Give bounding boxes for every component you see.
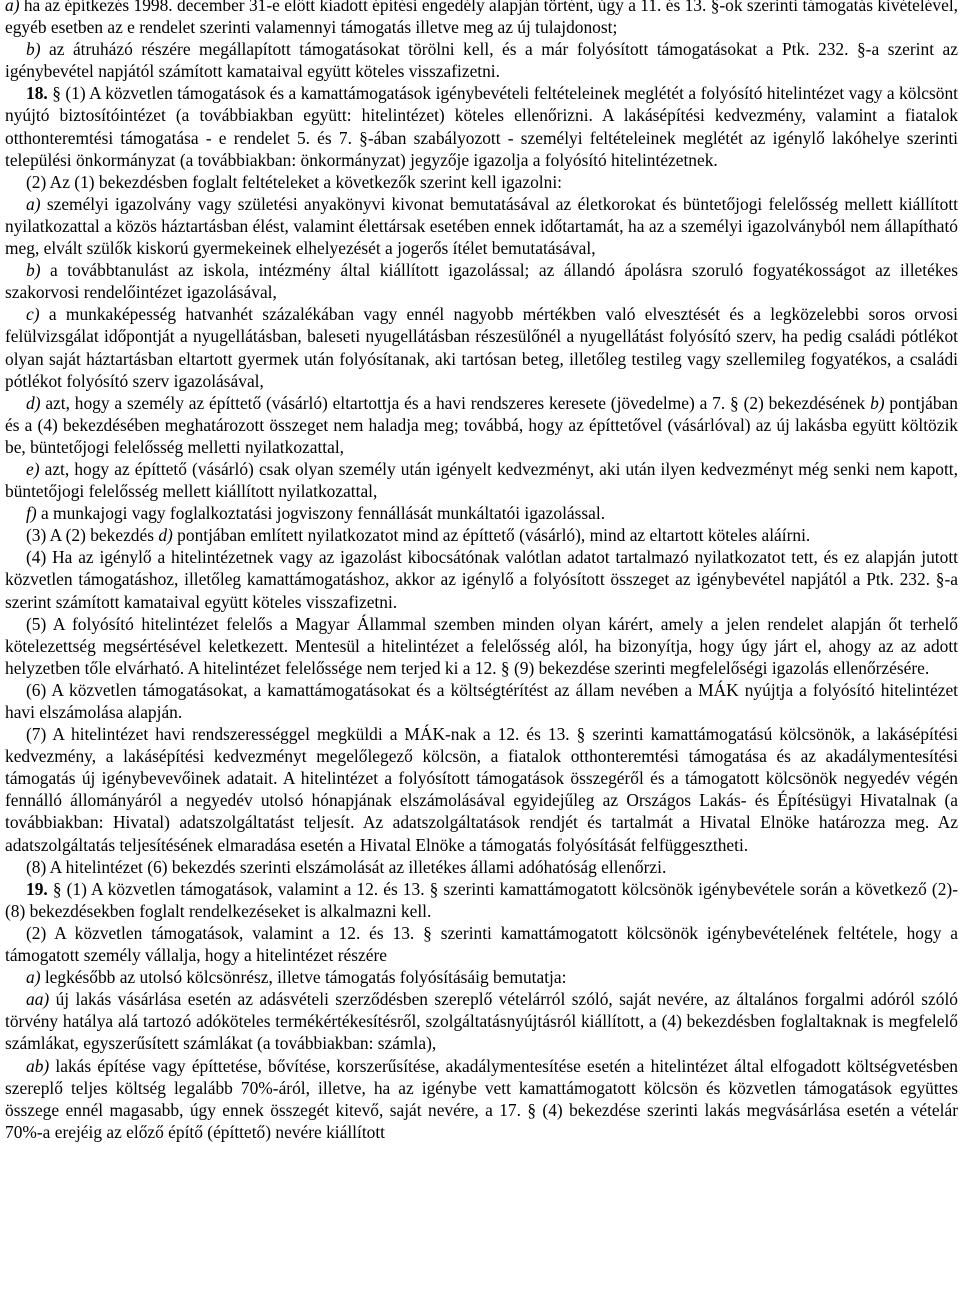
paragraph-text: lakás építése vagy építtetése, bővítése, korszerűsítése, akadálymentesítése esetén a hitelintézet által elfogadott költségvetésben szereplő teljes költség legalább 70%-áról, illetve, ha az igénybe vett kamattámogatott kölcsön és közvetlen támogatások együttes összege ennél magasabb, úgy ennek összegét kitevő, saját nevére, a 17. § (4) bekezdése szerinti lakás megvásárlása esetén a vételár 70%-a erejéig az előző építő (építtető) nevére kiállított xyxy=(5,1055,958,1142)
paragraph-p07 xyxy=(5,303,958,391)
paragraph-text: legkésőbb az utolsó kölcsönrész, illetve támogatás folyósításáig bemutatja: xyxy=(40,967,567,988)
paragraph-text: az átruházó részére megállapított támogatásokat törölni kell, és a már folyósított támogatásokat a Ptk. 232. §-a szerint az igénybevétel napjától számított kamataival együtt köteles visszafizetni. xyxy=(5,39,958,82)
paragraph-text: azt, hogy az építtető (vásárló) csak olyan személy után igényelt kedvezményt, aki után ilyen kedvezményt még senki nem kapott, büntetőjogi felelősség mellett kiállított nyilatkozattal, xyxy=(5,458,958,502)
paragraph-p16 xyxy=(5,856,958,878)
paragraph-p17 xyxy=(5,878,958,922)
item-marker: f) xyxy=(26,503,37,524)
paragraph-text: (3) A (2) bekezdés xyxy=(26,525,159,546)
item-marker: a) xyxy=(26,193,41,214)
paragraph-text: a továbbtanulást az iskola, intézmény által kiállított igazolással; az állandó ápolásra szoruló fogyatékosságot az illetékes szakorvosi rendelőintézet igazolásával, xyxy=(5,260,958,303)
paragraph-p11 xyxy=(5,524,958,546)
paragraph-p01 xyxy=(5,0,958,38)
paragraph-text: (8) A hitelintézet (6) bekezdés szerinti elszámolását az illetékes állami adóhatóság ellenőrzi. xyxy=(26,856,667,877)
item-marker: b) xyxy=(870,392,885,413)
item-marker: a) xyxy=(26,967,41,988)
paragraph-text: pontjában és a (4) bekezdésében meghatározott összeget nem haladja meg; továbbá, hogy az építtetővel (vásárlóval) az új lakásba együtt költözik be, büntetőjogi felelősség melletti nyilatkozattal, xyxy=(5,392,958,457)
paragraph-p06 xyxy=(5,259,958,303)
paragraph-p14 xyxy=(5,679,958,723)
paragraph-text: (2) Az (1) bekezdésben foglalt feltételeket a következők szerint kell igazolni: xyxy=(26,171,562,192)
item-marker: c) xyxy=(26,304,40,325)
paragraph-p05 xyxy=(5,193,958,259)
paragraph-p20 xyxy=(5,988,958,1054)
paragraph-p10 xyxy=(5,502,958,524)
paragraph-text: ha az építkezés 1998. december 31-e előtt kiadott építési engedély alapján történt, úgy a 11. és 13. §-ok szerinti támogatás kivételével, egyéb esetben az e rendelet szerinti valamennyi támogatás illetve meg az új tulajdonost; xyxy=(5,0,958,38)
item-marker: b) xyxy=(26,260,41,281)
item-marker: ab) xyxy=(26,1055,50,1076)
section-number: 18. xyxy=(26,83,48,104)
paragraph-text: (7) A hitelintézet havi rendszerességgel megküldi a MÁK-nak a 12. és 13. § szerinti kamattámogatású kölcsönök, a lakásépítési kedvezmény, a lakásépítési kedvezményt megelőlegező kölcsön, a fiatalok otthonteremtési támogatása és az akadálymentesítési támogatás új igénybevevőinek adatait. A hitelintézet a folyósított támogatások összegéről és a támogatott kölcsönök negyedév végén fennálló állományáról a negyedév utolsó hónapjának elszámolásával egyidejűleg az Országos Lakás- és Építésügyi Hivatalnak (a továbbiakban: Hivatal) adatszolgáltatást teljesít. Az adatszolgáltatások rendjét és tartalmát a Hivatal Elnöke határozza meg. Az adatszolgáltatás teljesítésének elmaradása esetén a Hivatal Elnöke a támogatás folyósítását felfüggesztheti. xyxy=(5,724,958,855)
paragraph-text: a munkajogi vagy foglalkoztatási jogviszony fennállását munkáltatói igazolással. xyxy=(36,503,606,524)
paragraph-p18 xyxy=(5,922,958,966)
paragraph-text: (2) A közvetlen támogatások, valamint a 12. és 13. § szerinti kamattámogatott kölcsönök igénybevételének feltétele, hogy a támogatott személy vállalja, hogy a hitelintézet részére xyxy=(5,922,958,966)
paragraph-text: (5) A folyósító hitelintézet felelős a Magyar Állammal szemben minden olyan kárért, amely a jelen rendelet alapján őt terhelő kötelezettség megsértésével keletkezett. Mentesül a hitelintézet a felelősség alól, ha bizonyítja, hogy úgy járt el, ahogy az az adott helyzetben tőle elvárható. A hitelintézet felelőssége nem terjed ki a 12. § (9) bekezdése szerinti megfelelőségi igazolás ellenőrzésére. xyxy=(5,613,958,678)
item-marker: e) xyxy=(26,458,40,479)
paragraph-text: a munkaképesség hatvanhét százalékában vagy ennél nagyobb mértékben való elvesztését és a legközelebbi soros orvosi felülvizsgálat időpontját a nyugellátásban, baleseti nyugellátásban részesülőnél a nyugellátást folyósító szerv, ha pedig családi pótlékot olyan saját háztartásban eltartott gyermek után folyósítanak, aki tartósan beteg, illetőleg testileg vagy szellemileg fogyatékos, a családi pótlékot folyósító szerv igazolásával, xyxy=(5,304,958,391)
paragraph-text: személyi igazolvány vagy születési anyakönyvi kivonat bemutatásával az életkorokat és büntetőjogi felelősség mellett kiállított nyilatkozattal a közös háztartásban élést, valamint élettársak esetében ennek időtartamát, ha az a személyi igazolványból nem állapítható meg, elvált szülők kiskorú gyermekeinek elhelyezését a jogerős ítélet bemutatásával, xyxy=(5,193,958,259)
paragraph-p13 xyxy=(5,613,958,679)
item-marker: aa) xyxy=(26,989,50,1010)
paragraph-text: § (1) A közvetlen támogatások, valamint a 12. és 13. § szerinti kamattámogatott kölcsönök igénybevétele során a következő (2)-(8) bekezdésekben foglalt rendelkezéseket is alkalmazni kell. xyxy=(5,878,958,921)
paragraph-p03 xyxy=(5,82,958,170)
paragraph-p19 xyxy=(5,966,958,988)
paragraph-p08 xyxy=(5,392,958,458)
paragraph-p02 xyxy=(5,38,958,82)
paragraph-text: új lakás vásárlása esetén az adásvételi szerződésben szereplő vételárról szóló, saját nevére, az általános forgalmi adóról szóló törvény hatálya alá tartozó adóköteles termékértékesítésről, szolgáltatásnyújtásról kiállított, a (4) bekezdésben foglaltaknak is megfelelő számlákat, egyszerűsített számlákat (a továbbiakban: számla), xyxy=(5,989,958,1054)
item-marker: d) xyxy=(158,525,173,546)
paragraph-p15 xyxy=(5,723,958,856)
paragraph-p12 xyxy=(5,546,958,612)
paragraph-p09 xyxy=(5,458,958,502)
item-marker: b) xyxy=(26,39,41,60)
paragraph-text: (6) A közvetlen támogatásokat, a kamattámogatásokat és a költségtérítést az állam nevében a MÁK nyújtja a folyósító hitelintézet havi elszámolása alapján. xyxy=(5,679,958,722)
paragraph-text: (4) Ha az igénylő a hitelintézetnek vagy az igazolást kibocsátónak valótlan adatot tartalmazó nyilatkozatot tett, és ez alapján jutott közvetlen támogatáshoz, illetőleg kamattámogatáshoz, akkor az igénylő a folyósított összeget az igénybevétel napjától a Ptk. 232. §-a szerint számított kamataival együtt köteles visszafizetni. xyxy=(5,547,958,612)
item-marker: d) xyxy=(26,392,41,413)
paragraph-text: azt, hogy a személy az építtető (vásárló) eltartottja és a havi rendszeres keresete (jövedelme) a 7. § (2) bekezdésének xyxy=(40,392,871,413)
paragraph-p04 xyxy=(5,171,958,193)
paragraph-p21 xyxy=(5,1055,958,1143)
paragraph-text: pontjában említett nyilatkozatot mind az építtető (vásárló), mind az eltartott köteles aláírni. xyxy=(172,525,811,546)
item-marker: a) xyxy=(5,0,20,15)
paragraph-text: § (1) A közvetlen támogatások és a kamattámogatások igénybevételi feltételeinek meglétét a folyósító hitelintézet vagy a kölcsönt nyújtó biztosítóintézet (a továbbiakban együtt: hitelintézet) köteles ellenőrizni. A lakásépítési kedvezmény, valamint a fiatalok otthonteremtési támogatása - e rendelet 5. és 7. §-ában szabályozott - személyi feltételeinek meglétét az igénylő lakóhelye szerinti települési önkormányzat (a továbbiakban: önkormányzat) jegyzője igazolja a folyósító hitelintézetnek. xyxy=(5,83,958,170)
section-number: 19. xyxy=(26,878,48,899)
